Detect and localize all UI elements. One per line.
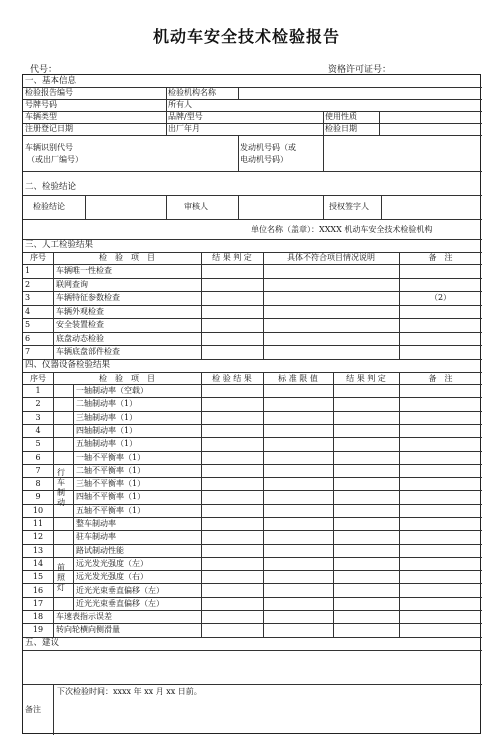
manual-row-no: 6 [25, 333, 31, 343]
manual-row-note: （2） [429, 293, 452, 302]
manual-row-item: 安全装置检查 [56, 320, 104, 329]
instrument-row-no: 5 [35, 439, 41, 449]
instrument-row-no: 16 [32, 585, 44, 595]
label-reviewer: 审核人 [184, 202, 208, 211]
section-basic-info: 一、基本信息 [25, 76, 77, 86]
column-divider [53, 252, 54, 359]
instrument-row-item: 车速表指示误差 [56, 612, 112, 622]
label-plate-no: 号牌号码 [25, 100, 57, 109]
label-report-no: 检验报告编号 [25, 88, 73, 97]
instrument-row-item: 一轴不平衡率（1） [76, 452, 146, 462]
section-divider [23, 171, 482, 172]
section-divider [23, 87, 482, 88]
manual-row-no: 7 [25, 347, 31, 356]
label-engine-no-sub: 电动机号码） [240, 155, 288, 164]
instrument-row-item: 三轴制动率（1） [76, 412, 138, 422]
row-divider [23, 557, 482, 558]
instrument-row-no: 12 [32, 532, 44, 542]
manual-row-item: 车辆唯一性检查 [56, 266, 112, 275]
label-engine-no: 发动机号码（或 [240, 143, 296, 152]
column-divider [323, 195, 324, 219]
label-brand-model: 品牌/型号 [168, 112, 203, 121]
instrument-row-item: 四轴制动率（1） [76, 425, 138, 435]
manual-row-item: 联网查询 [56, 279, 88, 289]
instrument-row-no: 10 [32, 505, 44, 515]
instrument-row-item: 五轴制动率（1） [76, 439, 138, 449]
label-inspect-date: 检验日期 [325, 124, 357, 133]
row-divider [23, 123, 482, 124]
report-title: 机动车安全技术检验报告 [152, 27, 340, 46]
instrument-row-no: 8 [35, 479, 41, 489]
instrument-row-no: 14 [32, 558, 44, 568]
instrument-row-item: 远光发光强度（左） [76, 558, 148, 568]
row-divider [23, 264, 482, 265]
manual-row-no: 4 [25, 306, 31, 316]
instrument-row-no: 9 [35, 492, 41, 502]
row-divider [23, 517, 482, 518]
row-divider [23, 135, 482, 136]
instrument-row-no: 17 [32, 598, 44, 608]
instrument-row-item: 五轴不平衡率（1） [76, 505, 146, 515]
section-divider [23, 684, 482, 685]
instrument-header-cell: 结 果 判 定 [346, 374, 386, 383]
row-divider [23, 291, 482, 292]
instrument-row-no: 3 [35, 412, 41, 422]
instrument-row-no: 11 [32, 519, 44, 528]
section-manual-inspection: 三、人工检验结果 [25, 240, 94, 250]
column-divider [238, 87, 239, 99]
manual-row-item: 底盘动态检验 [56, 333, 104, 343]
label-vehicle-type: 车辆类型 [25, 112, 57, 121]
instrument-row-no: 18 [32, 612, 44, 622]
column-divider [379, 111, 380, 135]
column-divider [201, 252, 202, 359]
label-owner: 所有人 [168, 100, 192, 109]
manual-header-cell: 检 验 项 目 [99, 253, 155, 262]
manual-header-cell: 具体不符合项目情况说明 [287, 253, 375, 262]
instrument-row-no: 6 [35, 452, 41, 462]
instrument-row-no: 19 [32, 625, 44, 635]
row-divider [23, 111, 482, 112]
row-divider [23, 219, 482, 220]
manual-row-no: 5 [25, 320, 31, 329]
label-mfg-date: 出厂年月 [168, 124, 200, 133]
label-use-nature: 使用性质 [325, 112, 357, 121]
table-header-top [23, 372, 482, 373]
column-divider [323, 111, 324, 135]
instrument-row-item: 转向轮横向侧滑量 [56, 625, 120, 635]
column-divider [166, 195, 167, 219]
manual-row-item: 车辆底盘部件检查 [56, 347, 120, 356]
label-vin: 车辆识别代号 [25, 143, 73, 152]
manual-header-cell: 结 果 判 定 [212, 253, 252, 262]
column-divider [238, 135, 239, 171]
instrument-row-item: 二轴不平衡率（1） [76, 465, 146, 475]
row-divider [23, 583, 482, 584]
column-divider [53, 684, 54, 735]
instrument-row-item: 路试制动性能 [76, 545, 124, 555]
row-divider [23, 623, 482, 624]
manual-row-no: 2 [25, 279, 31, 289]
row-divider [23, 99, 482, 100]
report-form [22, 74, 481, 734]
instrument-row-item: 远光发光强度（右） [76, 572, 148, 582]
column-divider [85, 195, 86, 219]
row-divider [23, 490, 482, 491]
column-divider [381, 195, 382, 219]
label-vin-sub: （或出厂编号） [27, 155, 83, 164]
row-divider [23, 570, 482, 571]
column-divider [73, 557, 74, 610]
instrument-row-item: 三轴不平衡率（1） [76, 479, 146, 489]
label-conclusion: 检验结论 [33, 202, 65, 211]
row-divider [23, 278, 482, 279]
instrument-row-no: 15 [32, 572, 44, 582]
column-divider [263, 252, 264, 359]
instrument-row-item: 近光光束垂直偏移（左） [76, 598, 164, 608]
group-label-headlamp: 前照灯 [57, 562, 65, 592]
row-divider [23, 610, 482, 611]
column-divider [53, 372, 54, 637]
instrument-header-cell: 标 准 限 值 [278, 374, 318, 383]
instrument-header-cell: 备 注 [428, 374, 453, 383]
column-divider [399, 372, 400, 637]
section-conclusion: 二、检验结论 [25, 182, 77, 192]
group-label-service-brake: 行车制动 [57, 467, 65, 507]
instrument-row-item: 整车制动率 [76, 519, 116, 528]
label-org-name: 检验机构名称 [168, 88, 216, 97]
column-divider [263, 372, 264, 637]
column-divider [238, 195, 239, 219]
section-instrument-inspection: 四、仪器设备检验结果 [25, 360, 111, 370]
row-divider [23, 384, 482, 385]
instrument-header-cell: 序号 [30, 374, 46, 383]
manual-row-item: 车辆外观检查 [56, 306, 104, 316]
label-remarks: 备注 [25, 705, 41, 714]
row-divider [23, 345, 482, 346]
column-divider [73, 384, 74, 557]
instrument-row-item: 四轴不平衡率（1） [76, 492, 146, 502]
column-divider [201, 372, 202, 637]
column-divider [333, 372, 334, 637]
column-divider [166, 87, 167, 135]
instrument-row-no: 13 [32, 545, 44, 555]
next-inspection-date: 下次检验时间：xxxx 年 xx 月 xx 日前。 [57, 687, 202, 696]
label-reg-date: 注册登记日期 [25, 124, 73, 133]
label-signer: 授权签字人 [329, 202, 369, 211]
manual-row-no: 1 [25, 266, 31, 275]
instrument-row-item: 一轴制动率（空载） [76, 386, 148, 395]
manual-header-cell: 备 注 [428, 253, 453, 262]
issuer-unit: 单位名称（盖章）：XXXX 机动车安全技术检验机构 [251, 225, 433, 234]
row-divider [23, 318, 482, 319]
manual-row-item: 车辆特征参数检查 [56, 293, 120, 302]
section-advice: 五、建议 [25, 638, 60, 648]
instrument-row-no: 7 [35, 465, 41, 475]
instrument-row-item: 近光光束垂直偏移（左） [76, 585, 164, 595]
column-divider [399, 252, 400, 359]
instrument-header-cell: 检 验 项 目 [99, 374, 155, 383]
manual-row-no: 3 [25, 293, 31, 302]
instrument-row-no: 2 [35, 399, 41, 409]
row-divider [23, 437, 482, 438]
row-divider [23, 637, 482, 638]
instrument-row-item: 二轴制动率（1） [76, 399, 138, 409]
instrument-header-cell: 检 验 结 果 [212, 374, 252, 383]
section-divider [23, 195, 482, 196]
row-divider [23, 424, 482, 425]
row-divider [23, 477, 482, 478]
instrument-row-no: 4 [35, 425, 41, 435]
column-divider [323, 135, 324, 171]
instrument-row-no: 1 [35, 386, 41, 395]
row-divider [23, 530, 482, 531]
row-divider [23, 397, 482, 398]
code-label: 代号： [30, 65, 58, 75]
license-label: 资格许可证号： [328, 65, 392, 75]
instrument-row-item: 驻车制动率 [76, 532, 116, 542]
manual-header-cell: 序号 [30, 253, 46, 262]
section-divider [23, 650, 482, 651]
